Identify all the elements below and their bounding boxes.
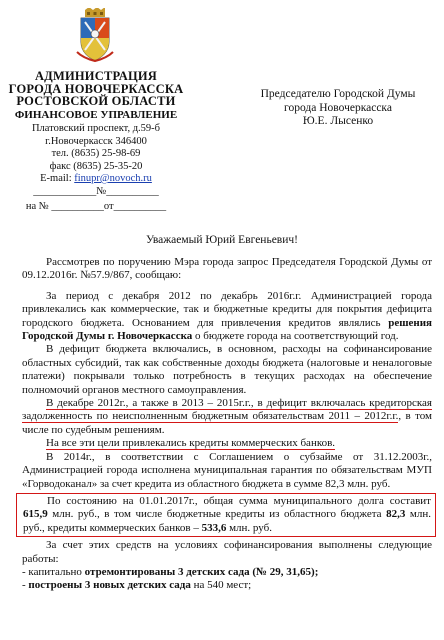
li2-bold: построены 3 новых детских сада xyxy=(28,579,191,592)
paragraph-commercial-banks xyxy=(22,437,432,450)
p7-text-1: По состоянию на 01.01.2017г., общая сумма муниципального долга составит xyxy=(47,494,431,507)
recipient-block xyxy=(238,88,438,129)
address-line1: Платовский проспект, д.59-б xyxy=(31,123,161,134)
paragraph-debt-2012 xyxy=(22,397,432,437)
sender-header xyxy=(6,70,186,214)
li1-text: - капитально xyxy=(22,565,85,578)
email-link[interactable]: finupr@novoch.ru xyxy=(74,173,152,184)
p2-bold-decisions: решения Городской Думы г. Новочеркасска xyxy=(22,316,432,343)
recipient-line1: Председателю Городской Думы xyxy=(260,88,416,100)
p7-bank-credits: 533,6 xyxy=(201,521,227,534)
p4-text-2: , в том числе по судебным решениям. xyxy=(22,410,433,436)
paragraph-request: Рассмотрев по поручению Мэра города запрос Председателя Городской Думы от 09.12.2016г. №57.9/867, сообщаю: xyxy=(22,256,432,282)
fax-line: факс (8635) 25-35-20 xyxy=(49,160,143,172)
li1-bold: отремонтированы 3 детских сада (№ 29, 31,65); xyxy=(84,565,319,578)
letter-body xyxy=(22,256,432,593)
greeting: Уважаемый Юрий Евгеньевич! xyxy=(146,234,298,246)
p2-text-1: За период с декабря 2012 по декабрь 2016г.г. Администрацией города привлекались как коммерческие, так и бюджетные кредиты для покрытия дефицита городского бюджета. Основанием для привлечения кредитов являлись xyxy=(22,289,432,329)
recipient-line3: Ю.Е. Лысенко xyxy=(302,115,374,127)
p7-total-debt: 615,9 xyxy=(23,508,48,521)
li2-text: на 540 мест; xyxy=(190,579,252,592)
p4-highlighted-text: В декабре 2012г., а также в 2013 – 2015г.г., в дефицит включалась кредиторская задолженность по неисполненным бюджетным обязательствам 2011 – 2012г.г. xyxy=(22,397,432,423)
phone-line: тел. (8635) 25-98-69 xyxy=(51,148,141,159)
list-item-kindergartens-repair xyxy=(22,566,432,579)
address-line2: г.Новочеркасск 346400 xyxy=(45,135,147,147)
org-name-line2: ГОРОДА НОВОЧЕРКАССКА xyxy=(8,81,184,96)
reference-number-line: на № __________от__________ xyxy=(25,201,167,212)
paragraph-deficit: В дефицит бюджета включались, в основном, расходы на софинансирование областных субсидий, так как собственные доходы бюджета (налоговые и неналоговые платежи) покрывали только потребность в текущих расходах на обеспечение полномочий органов местного самоуправления. xyxy=(22,343,432,396)
paragraph-works-intro: За счет этих средств на условиях софинансирования выполнены следующие работы: xyxy=(22,539,432,565)
paragraph-guarantee-2014: В 2014г., в соответствии с Соглашением о субзайме от 31.12.2003г., Администрацией города исполнена муниципальная гарантия по обязательствам МУП «Горводоканал» за счет кредита из областного бюджета в сумме 82,3 млн. руб. xyxy=(22,450,432,490)
department-name: ФИНАНСОВОЕ УПРАВЛЕНИЕ xyxy=(14,108,178,121)
recipient-line2: города Новочеркасска xyxy=(284,101,392,114)
outgoing-number-line: ____________№__________ xyxy=(33,185,159,197)
p5-highlighted-text: На все эти цели привлекались кредиты коммерческих банков. xyxy=(46,437,336,450)
email-label: E-mail: xyxy=(40,173,75,184)
p7-text-2: млн. руб., в том числе бюджетные кредиты из областного бюджета xyxy=(47,508,387,521)
li2-dash: - xyxy=(22,579,29,592)
paragraph-credits-period xyxy=(22,290,432,344)
coat-of-arms-emblem xyxy=(73,8,117,62)
list-item-kindergartens-new xyxy=(22,579,432,592)
p7-budget-credits: 82,3 xyxy=(386,508,406,521)
org-name-line3: РОСТОВСКОЙ ОБЛАСТИ xyxy=(16,94,176,108)
email-line xyxy=(6,173,186,186)
p2-text-2: о бюджете города на соответствующий год. xyxy=(192,330,399,343)
org-name-line1: АДМИНИСТРАЦИЯ xyxy=(34,69,158,83)
p7-text-4: млн. руб. xyxy=(226,521,272,534)
paragraph-municipal-debt-boxed xyxy=(16,493,436,537)
p7-text-3: млн. руб., кредиты коммерческих банков – xyxy=(23,508,431,534)
